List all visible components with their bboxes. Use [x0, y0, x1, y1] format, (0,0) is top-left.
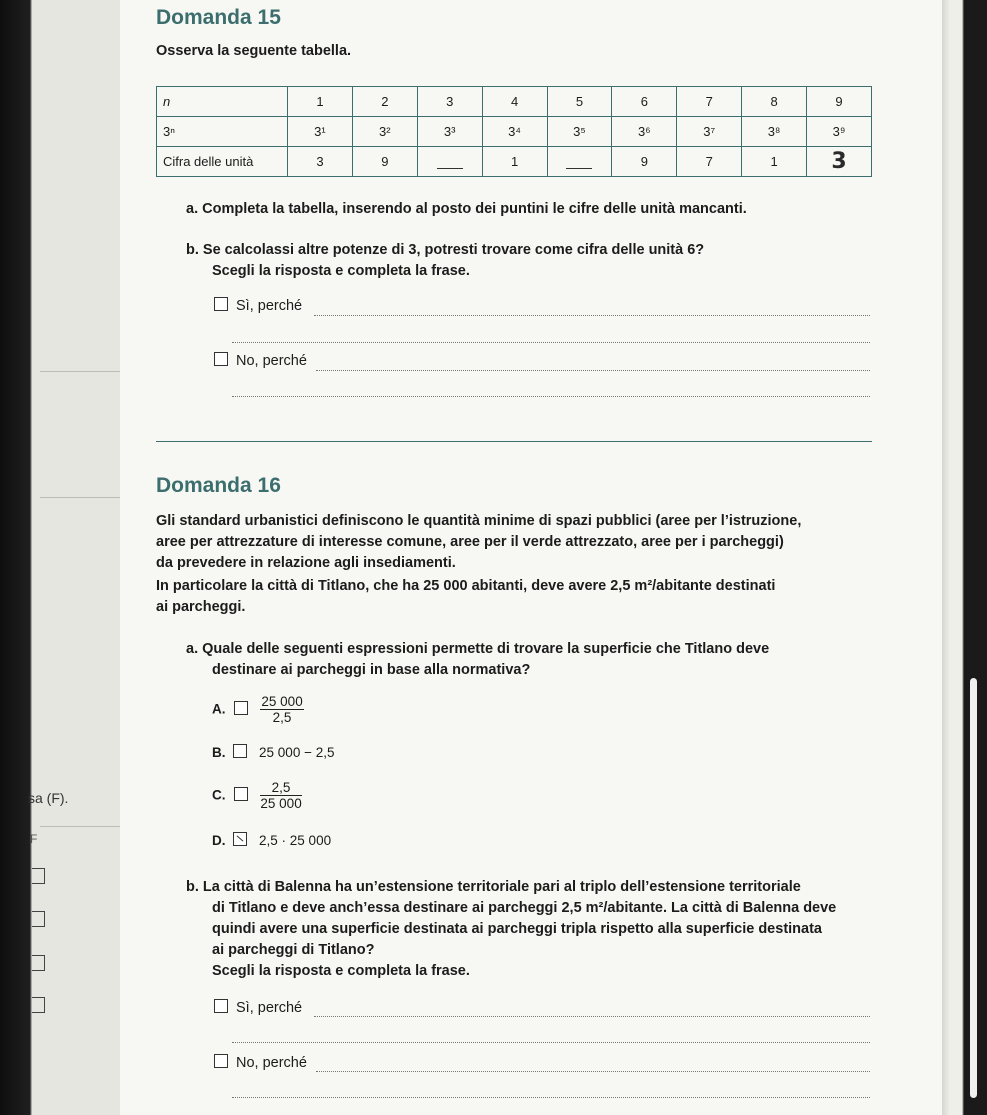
table-cell: 3⁶: [612, 117, 677, 147]
q16-part-a-question-cont: destinare ai parcheggi in base alla normativa?: [212, 662, 531, 678]
q16-paragraph-line: aree per attrezzature di interesse comune, aree per il verde attrezzato, aree per i parcheggi): [156, 534, 784, 550]
left-page-edge: [32, 0, 120, 1115]
q16-option-yes[interactable]: [214, 998, 302, 1019]
table-cell: 9: [612, 147, 677, 177]
q16-paragraph-line: da prevedere in relazione agli insediamenti.: [156, 555, 456, 571]
left-rule: [40, 826, 120, 827]
table-cell: 3⁵: [547, 117, 612, 147]
table-cell: 3⁸: [742, 117, 807, 147]
table-cell: 3⁹: [807, 117, 872, 147]
checkbox[interactable]: [214, 1054, 228, 1068]
q16-part-b-line: di Titlano e deve anch’essa destinare ai parcheggi 2,5 m²/abitante. La città di Balenna deve: [212, 900, 837, 916]
left-rule: [40, 497, 120, 498]
q16-paragraph-line: Gli standard urbanistici definiscono le quantità minime di spazi pubblici (aree per l’istruzione,: [156, 513, 802, 529]
powers-table: [156, 86, 872, 177]
right-page-edge: [942, 0, 987, 1115]
scrollbar-thumb[interactable]: [970, 678, 977, 1098]
answer-line[interactable]: [316, 370, 870, 371]
left-checkbox-fragment: [32, 911, 45, 927]
table-cell: 9: [352, 147, 417, 177]
question-16-title: Domanda 16: [156, 474, 281, 497]
table-cell: 3⁴: [482, 117, 547, 147]
table-cell: 7: [677, 87, 742, 117]
table-cell-blank[interactable]: [547, 147, 612, 177]
table-cell: 3³: [417, 117, 482, 147]
q16-option-a[interactable]: [212, 694, 304, 725]
expression: 25 000 − 2,5: [259, 745, 335, 760]
left-checkbox-fragment: [32, 997, 45, 1013]
answer-line[interactable]: [232, 396, 870, 397]
checkbox[interactable]: [214, 999, 228, 1013]
table-cell: 7: [677, 147, 742, 177]
table-cell: 6: [612, 87, 677, 117]
handwritten-digit: 3: [831, 149, 847, 174]
expression: 2,5 · 25 000: [259, 833, 332, 848]
q16-option-d[interactable]: [212, 832, 331, 848]
table-row-units-digit: [157, 147, 872, 177]
blank-line: [566, 166, 592, 169]
q16-part-b-line: b. La città di Balenna ha un’estensione territoriale pari al triplo dell’estensione territoriale: [186, 879, 801, 895]
q16-part-b-line: ai parcheggi di Titlano?: [212, 942, 375, 958]
answer-line[interactable]: [232, 342, 870, 343]
table-row-powers: [157, 117, 872, 147]
checkbox[interactable]: [214, 352, 228, 366]
fraction: $\frac{25 000}{2,5}$: [261, 694, 303, 725]
checkbox[interactable]: [234, 787, 248, 801]
left-checkbox-fragment: [32, 868, 45, 884]
section-divider: [156, 441, 872, 442]
table-cell-handwritten[interactable]: [807, 147, 872, 177]
table-cell: 9: [807, 87, 872, 117]
left-margin-letter: F: [30, 832, 38, 846]
question-15-title: Domanda 15: [156, 6, 281, 29]
option-label: Sì, perché: [236, 1000, 303, 1016]
option-label: No, perché: [236, 1055, 307, 1071]
q15-part-b-instruction: Scegli la risposta e completa la frase.: [212, 263, 470, 279]
option-label: No, perché: [236, 353, 307, 369]
table-cell: 3¹: [288, 117, 353, 147]
option-letter: C.: [212, 787, 226, 803]
left-rule: [40, 371, 120, 372]
answer-line[interactable]: [314, 315, 870, 316]
table-cell: 1: [742, 147, 807, 177]
checkbox[interactable]: [234, 701, 248, 715]
q15-option-yes[interactable]: [214, 296, 302, 317]
option-letter: A.: [212, 701, 226, 717]
q15-part-b-question: b. Se calcolassi altre potenze di 3, potresti trovare come cifra delle unità 6?: [186, 242, 705, 258]
table-cell: 2: [352, 87, 417, 117]
table-cell: 3⁷: [677, 117, 742, 147]
table-cell: 1: [482, 147, 547, 177]
answer-line[interactable]: [232, 1042, 870, 1043]
q16-part-a-question: a. Quale delle seguenti espressioni permette di trovare la superficie che Titlano deve: [186, 641, 770, 657]
q15-part-a: a. Completa la tabella, inserendo al posto dei puntini le cifre delle unità mancanti.: [186, 201, 747, 217]
left-checkbox-fragment: [32, 955, 45, 971]
blank-line: [437, 166, 463, 169]
q16-option-c[interactable]: [212, 780, 302, 811]
table-cell-blank[interactable]: [417, 147, 482, 177]
fraction: $\frac{2,5}{25 000}$: [260, 780, 302, 811]
q16-option-b[interactable]: [212, 744, 334, 760]
table-cell: 3: [417, 87, 482, 117]
left-margin-text: sa (F).: [28, 790, 69, 806]
table-header-cell: 3ⁿ: [157, 117, 288, 147]
table-cell: 4: [482, 87, 547, 117]
table-cell: 5: [547, 87, 612, 117]
q15-option-no[interactable]: [214, 351, 307, 372]
table-header-cell: n: [157, 87, 288, 117]
table-row-n: [157, 87, 872, 117]
q16-option-no[interactable]: [214, 1053, 307, 1074]
option-letter: B.: [212, 745, 226, 760]
table-header-cell: Cifra delle unità: [157, 147, 288, 177]
answer-line[interactable]: [316, 1071, 870, 1072]
checkbox-marked[interactable]: [233, 832, 247, 846]
question-15-intro: Osserva la seguente tabella.: [156, 43, 352, 59]
table-cell: 3²: [352, 117, 417, 147]
checkbox[interactable]: [233, 744, 247, 758]
answer-line[interactable]: [314, 1016, 870, 1017]
table-cell: 3: [288, 147, 353, 177]
option-label: Sì, perché: [236, 298, 303, 314]
q16-paragraph-line: In particolare la città di Titlano, che ha 25 000 abitanti, deve avere 2,5 m²/abitante destinati: [156, 578, 776, 594]
q16-part-b-line: quindi avere una superficie destinata ai parcheggi tripla rispetto alla superficie destinata: [212, 921, 822, 937]
answer-line[interactable]: [232, 1097, 870, 1098]
checkbox[interactable]: [214, 297, 228, 311]
option-letter: D.: [212, 833, 226, 848]
q16-paragraph-line: ai parcheggi.: [156, 599, 246, 615]
check-mark-icon: [237, 836, 244, 842]
table-cell: 1: [288, 87, 353, 117]
q16-part-b-instruction: Scegli la risposta e completa la frase.: [212, 963, 470, 979]
table-cell: 8: [742, 87, 807, 117]
